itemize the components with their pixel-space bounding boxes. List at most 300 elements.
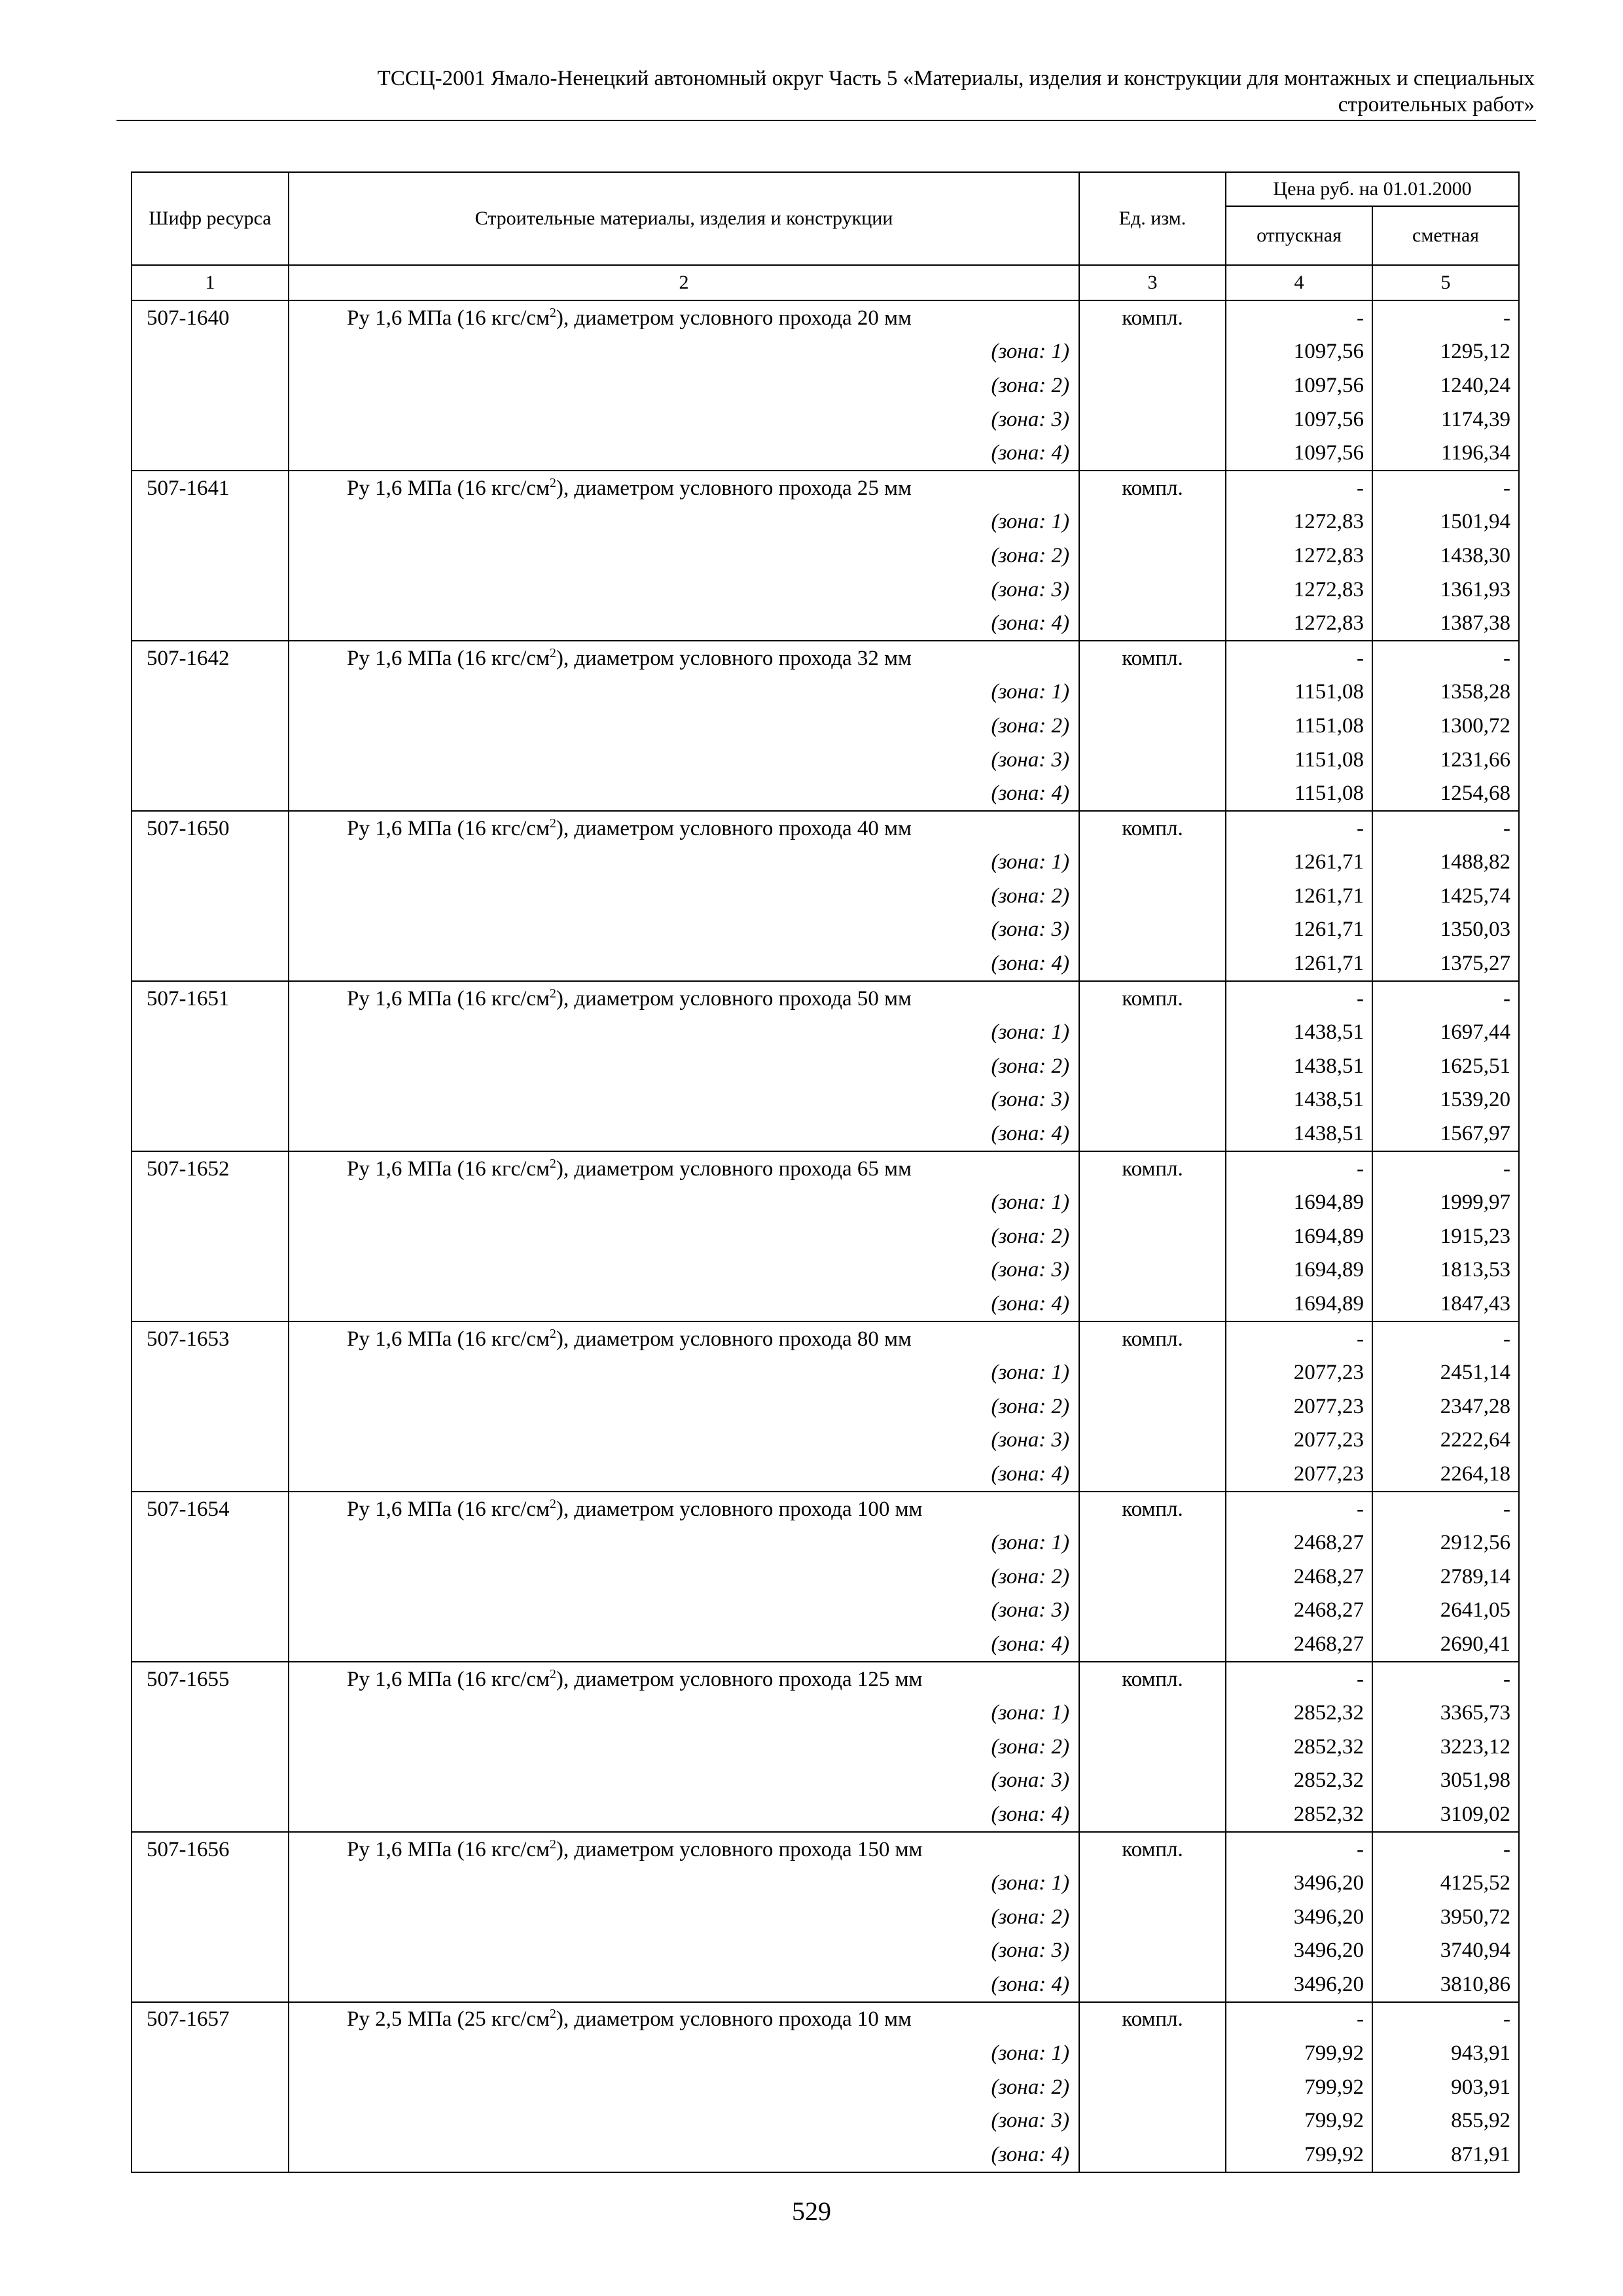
empty-cell	[1079, 1594, 1226, 1628]
empty-cell	[1079, 1219, 1226, 1253]
zone-row	[132, 709, 1519, 743]
resource-code: 507-1655	[132, 1662, 289, 1696]
release-price-cell: 2468,27	[1226, 1594, 1372, 1628]
release-price-cell: 1151,08	[1226, 743, 1372, 777]
table-row	[132, 2002, 1519, 2037]
empty-cell	[1079, 1083, 1226, 1117]
empty-cell	[1079, 1424, 1226, 1458]
zone-row	[132, 1934, 1519, 1968]
estimate-price-cell: 1425,74	[1372, 879, 1519, 913]
release-price-cell: 1261,71	[1226, 879, 1372, 913]
estimate-price-cell: 1539,20	[1372, 1083, 1519, 1117]
unit-cell: компл.	[1079, 1321, 1226, 1356]
estimate-price-cell: -	[1372, 981, 1519, 1016]
page-number: 529	[792, 2197, 831, 2226]
table-row	[132, 300, 1519, 335]
zone-row	[132, 675, 1519, 709]
release-price-cell: 1151,08	[1226, 709, 1372, 743]
table-header	[132, 172, 1519, 300]
empty-cell	[1079, 2104, 1226, 2138]
estimate-price-cell: 2264,18	[1372, 1457, 1519, 1492]
zone-label: (зона: 2)	[289, 368, 1079, 403]
zone-row	[132, 946, 1519, 981]
empty-cell	[1079, 1526, 1226, 1560]
empty-cell	[132, 368, 289, 403]
release-price-cell: 799,92	[1226, 2070, 1372, 2104]
zone-label: (зона: 4)	[289, 1967, 1079, 2002]
zone-row	[132, 1185, 1519, 1219]
estimate-price-cell: 943,91	[1372, 2036, 1519, 2070]
release-price-cell: 2077,23	[1226, 1424, 1372, 1458]
estimate-price-cell: 1847,43	[1372, 1287, 1519, 1321]
estimate-price-cell: 3223,12	[1372, 1730, 1519, 1764]
material-name-text: Ру 1,6 МПа (16 кгс/см	[347, 476, 550, 500]
estimate-price-cell: -	[1372, 1492, 1519, 1526]
empty-cell	[132, 1457, 289, 1492]
zone-row	[132, 335, 1519, 369]
release-price-cell: 1272,83	[1226, 505, 1372, 539]
zone-label: (зона: 4)	[289, 1627, 1079, 1662]
superscript-exponent: 2	[549, 645, 556, 660]
empty-cell	[132, 946, 289, 981]
zone-row	[132, 913, 1519, 947]
empty-cell	[132, 743, 289, 777]
column-header-estimate-price: сметная	[1372, 206, 1519, 265]
superscript-exponent: 2	[549, 1837, 556, 1852]
zone-label: (зона: 2)	[289, 879, 1079, 913]
zone-label: (зона: 1)	[289, 1696, 1079, 1730]
material-name-text: Ру 1,6 МПа (16 кгс/см	[347, 1667, 550, 1691]
release-price-cell: 2852,32	[1226, 1696, 1372, 1730]
estimate-price-cell: 1697,44	[1372, 1015, 1519, 1049]
column-header-unit: Ед. изм.	[1079, 172, 1226, 265]
material-name-text: ), диаметром условного прохода 32 мм	[556, 646, 912, 670]
column-number: 2	[289, 265, 1079, 300]
superscript-exponent: 2	[549, 1496, 556, 1511]
estimate-price-cell: 1375,27	[1372, 946, 1519, 981]
superscript-exponent: 2	[549, 986, 556, 1001]
zone-label: (зона: 3)	[289, 1083, 1079, 1117]
resource-code: 507-1650	[132, 811, 289, 846]
column-number: 4	[1226, 265, 1372, 300]
empty-cell	[132, 573, 289, 607]
release-price-cell: -	[1226, 1832, 1372, 1867]
release-price-cell: 1097,56	[1226, 368, 1372, 403]
zone-label: (зона: 4)	[289, 1797, 1079, 1832]
zone-row	[132, 1730, 1519, 1764]
zone-row	[132, 2138, 1519, 2172]
empty-cell	[132, 1219, 289, 1253]
estimate-price-cell: 1488,82	[1372, 846, 1519, 880]
column-header-code: Шифр ресурса	[132, 172, 289, 265]
zone-row	[132, 1219, 1519, 1253]
empty-cell	[132, 335, 289, 369]
release-price-cell: 2077,23	[1226, 1457, 1372, 1492]
empty-cell	[132, 1424, 289, 1458]
empty-cell	[1079, 1696, 1226, 1730]
release-price-cell: 1272,83	[1226, 606, 1372, 641]
release-price-cell: 2468,27	[1226, 1526, 1372, 1560]
resource-code: 507-1654	[132, 1492, 289, 1526]
empty-cell	[1079, 1764, 1226, 1798]
estimate-price-cell: 1295,12	[1372, 335, 1519, 369]
unit-cell: компл.	[1079, 811, 1226, 846]
empty-cell	[132, 675, 289, 709]
release-price-cell: 1694,89	[1226, 1185, 1372, 1219]
release-price-cell: 3496,20	[1226, 1967, 1372, 2002]
release-price-cell: 2852,32	[1226, 1764, 1372, 1798]
empty-cell	[1079, 403, 1226, 437]
resource-code: 507-1641	[132, 471, 289, 505]
release-price-cell: 799,92	[1226, 2036, 1372, 2070]
empty-cell	[1079, 1390, 1226, 1424]
release-price-cell: -	[1226, 811, 1372, 846]
release-price-cell: 2077,23	[1226, 1355, 1372, 1390]
empty-cell	[132, 1764, 289, 1798]
estimate-price-cell: 1999,97	[1372, 1185, 1519, 1219]
estimate-price-cell: 3109,02	[1372, 1797, 1519, 1832]
resource-code: 507-1642	[132, 641, 289, 675]
unit-cell: компл.	[1079, 1492, 1226, 1526]
release-price-cell: 1097,56	[1226, 436, 1372, 471]
zone-label: (зона: 2)	[289, 709, 1079, 743]
unit-cell: компл.	[1079, 1151, 1226, 1186]
release-price-cell: 799,92	[1226, 2138, 1372, 2172]
empty-cell	[132, 1287, 289, 1321]
empty-cell	[132, 505, 289, 539]
empty-cell	[1079, 436, 1226, 471]
column-header-release-price: отпускная	[1226, 206, 1372, 265]
empty-cell	[1079, 675, 1226, 709]
material-name	[289, 1832, 1079, 1867]
empty-cell	[132, 1696, 289, 1730]
column-header-price-group: Цена руб. на 01.01.2000	[1226, 172, 1519, 206]
empty-cell	[132, 1866, 289, 1900]
material-name-text: ), диаметром условного прохода 150 мм	[556, 1837, 923, 1861]
empty-cell	[1079, 1117, 1226, 1151]
empty-cell	[132, 1083, 289, 1117]
zone-label: (зона: 1)	[289, 1015, 1079, 1049]
empty-cell	[132, 1049, 289, 1083]
material-name	[289, 300, 1079, 335]
release-price-cell: -	[1226, 471, 1372, 505]
empty-cell	[1079, 1967, 1226, 2002]
zone-label: (зона: 4)	[289, 2138, 1079, 2172]
zone-row	[132, 776, 1519, 811]
table-row	[132, 1151, 1519, 1186]
empty-cell	[132, 539, 289, 573]
zone-label: (зона: 1)	[289, 1526, 1079, 1560]
zone-label: (зона: 4)	[289, 776, 1079, 811]
release-price-cell: 1438,51	[1226, 1117, 1372, 1151]
zone-row	[132, 1015, 1519, 1049]
unit-cell: компл.	[1079, 1662, 1226, 1696]
zone-row	[132, 606, 1519, 641]
empty-cell	[132, 913, 289, 947]
zone-row	[132, 1764, 1519, 1798]
zone-row	[132, 436, 1519, 471]
empty-cell	[132, 1526, 289, 1560]
zone-label: (зона: 1)	[289, 335, 1079, 369]
material-name-text: Ру 1,6 МПа (16 кгс/см	[347, 306, 550, 330]
estimate-price-cell: 1231,66	[1372, 743, 1519, 777]
empty-cell	[1079, 606, 1226, 641]
estimate-price-cell: 1501,94	[1372, 505, 1519, 539]
zone-label: (зона: 3)	[289, 1594, 1079, 1628]
table-row	[132, 1832, 1519, 1867]
table-row	[132, 1321, 1519, 1356]
estimate-price-cell: -	[1372, 300, 1519, 335]
superscript-exponent: 2	[549, 816, 556, 831]
material-name-text: ), диаметром условного прохода 100 мм	[556, 1497, 923, 1521]
empty-cell	[132, 1355, 289, 1390]
release-price-cell: 3496,20	[1226, 1934, 1372, 1968]
empty-cell	[132, 436, 289, 471]
material-name	[289, 1492, 1079, 1526]
zone-row	[132, 1900, 1519, 1934]
material-name-text: Ру 1,6 МПа (16 кгс/см	[347, 816, 550, 840]
resource-code: 507-1640	[132, 300, 289, 335]
material-name-text: ), диаметром условного прохода 65 мм	[556, 1157, 912, 1181]
column-number: 3	[1079, 265, 1226, 300]
release-price-cell: 1151,08	[1226, 776, 1372, 811]
zone-row	[132, 1049, 1519, 1083]
zone-label: (зона: 2)	[289, 2070, 1079, 2104]
estimate-price-cell: 1196,34	[1372, 436, 1519, 471]
zone-row	[132, 1424, 1519, 1458]
release-price-cell: -	[1226, 1321, 1372, 1356]
estimate-price-cell: 1350,03	[1372, 913, 1519, 947]
release-price-cell: -	[1226, 1151, 1372, 1186]
zone-label: (зона: 2)	[289, 1390, 1079, 1424]
zone-label: (зона: 4)	[289, 1457, 1079, 1492]
release-price-cell: 1438,51	[1226, 1049, 1372, 1083]
superscript-exponent: 2	[549, 2007, 556, 2022]
empty-cell	[1079, 1287, 1226, 1321]
unit-cell: компл.	[1079, 2002, 1226, 2037]
empty-cell	[1079, 846, 1226, 880]
empty-cell	[132, 1185, 289, 1219]
empty-cell	[132, 2036, 289, 2070]
empty-cell	[1079, 1015, 1226, 1049]
zone-row	[132, 2104, 1519, 2138]
zone-row	[132, 1696, 1519, 1730]
estimate-price-cell: 4125,52	[1372, 1866, 1519, 1900]
estimate-price-cell: 903,91	[1372, 2070, 1519, 2104]
zone-row	[132, 1967, 1519, 2002]
empty-cell	[132, 1934, 289, 1968]
release-price-cell: 1097,56	[1226, 403, 1372, 437]
zone-row	[132, 1866, 1519, 1900]
release-price-cell: 2468,27	[1226, 1627, 1372, 1662]
empty-cell	[1079, 2070, 1226, 2104]
unit-cell: компл.	[1079, 641, 1226, 675]
zone-label: (зона: 1)	[289, 1185, 1079, 1219]
material-name	[289, 641, 1079, 675]
unit-cell: компл.	[1079, 981, 1226, 1016]
release-price-cell: 1694,89	[1226, 1287, 1372, 1321]
empty-cell	[1079, 913, 1226, 947]
resource-code: 507-1653	[132, 1321, 289, 1356]
estimate-price-cell: 1813,53	[1372, 1253, 1519, 1287]
empty-cell	[1079, 1355, 1226, 1390]
table-row	[132, 641, 1519, 675]
release-price-cell: -	[1226, 300, 1372, 335]
material-name-text: ), диаметром условного прохода 125 мм	[556, 1667, 923, 1691]
empty-cell	[132, 2104, 289, 2138]
release-price-cell: 1438,51	[1226, 1083, 1372, 1117]
table-body	[132, 300, 1519, 2172]
material-name	[289, 811, 1079, 846]
zone-row	[132, 1253, 1519, 1287]
material-name-text: ), диаметром условного прохода 40 мм	[556, 816, 912, 840]
material-name	[289, 981, 1079, 1016]
resource-code: 507-1651	[132, 981, 289, 1016]
estimate-price-cell: 1174,39	[1372, 403, 1519, 437]
material-name-text: Ру 1,6 МПа (16 кгс/см	[347, 1327, 550, 1351]
estimate-price-cell: -	[1372, 811, 1519, 846]
estimate-price-cell: 1625,51	[1372, 1049, 1519, 1083]
empty-cell	[132, 2070, 289, 2104]
release-price-cell: 1261,71	[1226, 946, 1372, 981]
release-price-cell: 1272,83	[1226, 539, 1372, 573]
estimate-price-cell: 1567,97	[1372, 1117, 1519, 1151]
zone-row	[132, 1355, 1519, 1390]
empty-cell	[132, 879, 289, 913]
zone-row	[132, 1526, 1519, 1560]
zone-label: (зона: 2)	[289, 1560, 1079, 1594]
empty-cell	[1079, 1900, 1226, 1934]
release-price-cell: 2077,23	[1226, 1390, 1372, 1424]
release-price-cell: 1261,71	[1226, 913, 1372, 947]
zone-label: (зона: 1)	[289, 675, 1079, 709]
zone-row	[132, 1083, 1519, 1117]
estimate-price-cell: -	[1372, 2002, 1519, 2037]
empty-cell	[132, 1627, 289, 1662]
material-name-text: ), диаметром условного прохода 50 мм	[556, 986, 912, 1011]
empty-cell	[132, 1797, 289, 1832]
zone-label: (зона: 3)	[289, 573, 1079, 607]
estimate-price-cell: 1387,38	[1372, 606, 1519, 641]
release-price-cell: 3496,20	[1226, 1900, 1372, 1934]
zone-label: (зона: 1)	[289, 505, 1079, 539]
document-header	[118, 65, 1535, 118]
unit-cell: компл.	[1079, 300, 1226, 335]
zone-label: (зона: 2)	[289, 1219, 1079, 1253]
release-price-cell: -	[1226, 1662, 1372, 1696]
zone-row	[132, 505, 1519, 539]
zone-label: (зона: 3)	[289, 2104, 1079, 2138]
resource-code: 507-1657	[132, 2002, 289, 2037]
empty-cell	[132, 403, 289, 437]
resource-code: 507-1652	[132, 1151, 289, 1186]
release-price-cell: -	[1226, 2002, 1372, 2037]
empty-cell	[1079, 505, 1226, 539]
zone-row	[132, 1627, 1519, 1662]
empty-cell	[1079, 1457, 1226, 1492]
superscript-exponent: 2	[549, 1156, 556, 1171]
price-table	[131, 171, 1520, 2173]
empty-cell	[1079, 2036, 1226, 2070]
release-price-cell: 1151,08	[1226, 675, 1372, 709]
estimate-price-cell: -	[1372, 641, 1519, 675]
zone-row	[132, 743, 1519, 777]
zone-row	[132, 2036, 1519, 2070]
material-name-text: Ру 1,6 МПа (16 кгс/см	[347, 646, 550, 670]
empty-cell	[1079, 743, 1226, 777]
zone-row	[132, 1594, 1519, 1628]
release-price-cell: -	[1226, 981, 1372, 1016]
estimate-price-cell: 2222,64	[1372, 1424, 1519, 1458]
superscript-exponent: 2	[549, 1326, 556, 1341]
empty-cell	[132, 1390, 289, 1424]
estimate-price-cell: 871,91	[1372, 2138, 1519, 2172]
release-price-cell: 799,92	[1226, 2104, 1372, 2138]
estimate-price-cell: 2641,05	[1372, 1594, 1519, 1628]
estimate-price-cell: 3950,72	[1372, 1900, 1519, 1934]
empty-cell	[132, 1560, 289, 1594]
estimate-price-cell: 2690,41	[1372, 1627, 1519, 1662]
empty-cell	[132, 606, 289, 641]
zone-label: (зона: 1)	[289, 1866, 1079, 1900]
empty-cell	[1079, 335, 1226, 369]
empty-cell	[1079, 1253, 1226, 1287]
estimate-price-cell: 1358,28	[1372, 675, 1519, 709]
release-price-cell: 3496,20	[1226, 1866, 1372, 1900]
header-divider	[116, 120, 1536, 121]
superscript-exponent: 2	[549, 1666, 556, 1681]
estimate-price-cell: 3810,86	[1372, 1967, 1519, 2002]
zone-label: (зона: 4)	[289, 1287, 1079, 1321]
material-name	[289, 1151, 1079, 1186]
estimate-price-cell: -	[1372, 1662, 1519, 1696]
zone-row	[132, 539, 1519, 573]
header-title-line-2: строительных работ»	[1338, 93, 1535, 117]
zone-row	[132, 403, 1519, 437]
material-name-text: ), диаметром условного прохода 80 мм	[556, 1327, 912, 1351]
table-row	[132, 1492, 1519, 1526]
material-name	[289, 1662, 1079, 1696]
zone-label: (зона: 1)	[289, 2036, 1079, 2070]
empty-cell	[1079, 776, 1226, 811]
release-price-cell: 2852,32	[1226, 1730, 1372, 1764]
price-table-container	[131, 171, 1518, 2173]
column-header-name: Строительные материалы, изделия и конструкции	[289, 172, 1079, 265]
estimate-price-cell: 3740,94	[1372, 1934, 1519, 1968]
release-price-cell: 1097,56	[1226, 335, 1372, 369]
zone-label: (зона: 3)	[289, 1934, 1079, 1968]
empty-cell	[132, 1967, 289, 2002]
empty-cell	[132, 1015, 289, 1049]
empty-cell	[132, 1594, 289, 1628]
zone-label: (зона: 2)	[289, 1730, 1079, 1764]
resource-code: 507-1656	[132, 1832, 289, 1867]
zone-label: (зона: 3)	[289, 403, 1079, 437]
empty-cell	[1079, 1934, 1226, 1968]
zone-label: (зона: 4)	[289, 606, 1079, 641]
estimate-price-cell: -	[1372, 1321, 1519, 1356]
zone-label: (зона: 3)	[289, 1253, 1079, 1287]
zone-label: (зона: 3)	[289, 1424, 1079, 1458]
estimate-price-cell: 1361,93	[1372, 573, 1519, 607]
zone-label: (зона: 2)	[289, 539, 1079, 573]
zone-row	[132, 1390, 1519, 1424]
zone-label: (зона: 3)	[289, 743, 1079, 777]
release-price-cell: -	[1226, 641, 1372, 675]
zone-row	[132, 1457, 1519, 1492]
empty-cell	[1079, 1866, 1226, 1900]
empty-cell	[132, 776, 289, 811]
